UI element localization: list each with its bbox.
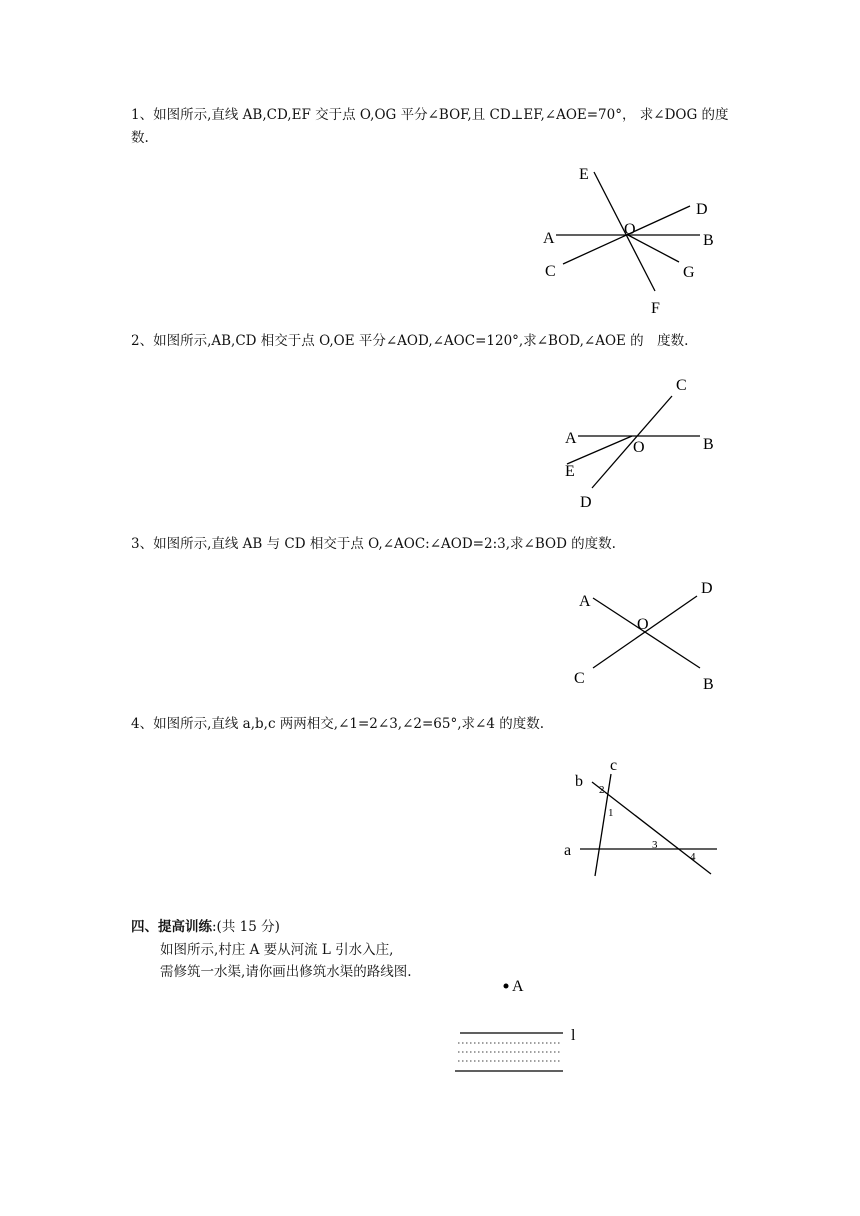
label-c: c — [610, 757, 618, 774]
label-c: C — [574, 670, 585, 687]
label-f: F — [651, 300, 660, 317]
label-d: D — [580, 494, 592, 511]
angle-label-2: 2 — [599, 784, 605, 796]
problem-1-text-line2: 数. — [131, 130, 149, 146]
label-e: E — [565, 463, 575, 480]
problem-1-text-line1: 1、如图所示,直线 AB,CD,EF 交于点 O,OG 平分∠BOF,且 CD⊥EF,∠AOE=70°， 求∠DOG 的度 — [131, 107, 729, 123]
label-o: O — [633, 439, 645, 456]
label-d: D — [696, 201, 708, 218]
label-e: E — [579, 166, 589, 183]
section-4-heading: 四、提高训练 — [131, 919, 212, 935]
label-c: C — [676, 377, 687, 394]
angle-label-4: 4 — [690, 851, 696, 863]
problem-2-text: 2、如图所示,AB,CD 相交于点 O,OE 平分∠AOD,∠AOC=120°,求∠BOD,∠AOE 的 度数. — [131, 333, 689, 349]
label-b: B — [703, 436, 714, 453]
label-b: B — [703, 676, 714, 693]
label-b: b — [575, 773, 583, 790]
label-o: O — [624, 221, 636, 238]
angle-label-3: 3 — [652, 839, 658, 851]
label-c: C — [545, 263, 556, 280]
section-4-text-line1: 如图所示,村庄 A 要从河流 L 引水入庄, — [160, 942, 394, 958]
problem-3-text: 3、如图所示,直线 AB 与 CD 相交于点 O,∠AOC:∠AOD=2:3,求∠BOD 的度数. — [131, 536, 616, 552]
problem-4-text: 4、如图所示,直线 a,b,c 两两相交,∠1=2∠3,∠2=65°,求∠4 的度数. — [131, 716, 544, 732]
label-g: G — [683, 264, 695, 281]
angle-label-1: 1 — [608, 807, 614, 819]
section-4-text-line2: 需修筑一水渠,请你画出修筑水渠的路线图. — [160, 964, 412, 980]
label-o: O — [637, 616, 649, 633]
village-point — [504, 984, 509, 989]
label-d: D — [701, 580, 713, 597]
label-a: a — [564, 842, 572, 859]
label-a: A — [543, 230, 555, 247]
section-4-score: :(共 15 分) — [212, 919, 280, 935]
label-a: A — [579, 593, 591, 610]
river-label: l — [571, 1027, 576, 1044]
village-label: A — [512, 978, 524, 995]
label-b: B — [703, 232, 714, 249]
label-a: A — [565, 430, 577, 447]
